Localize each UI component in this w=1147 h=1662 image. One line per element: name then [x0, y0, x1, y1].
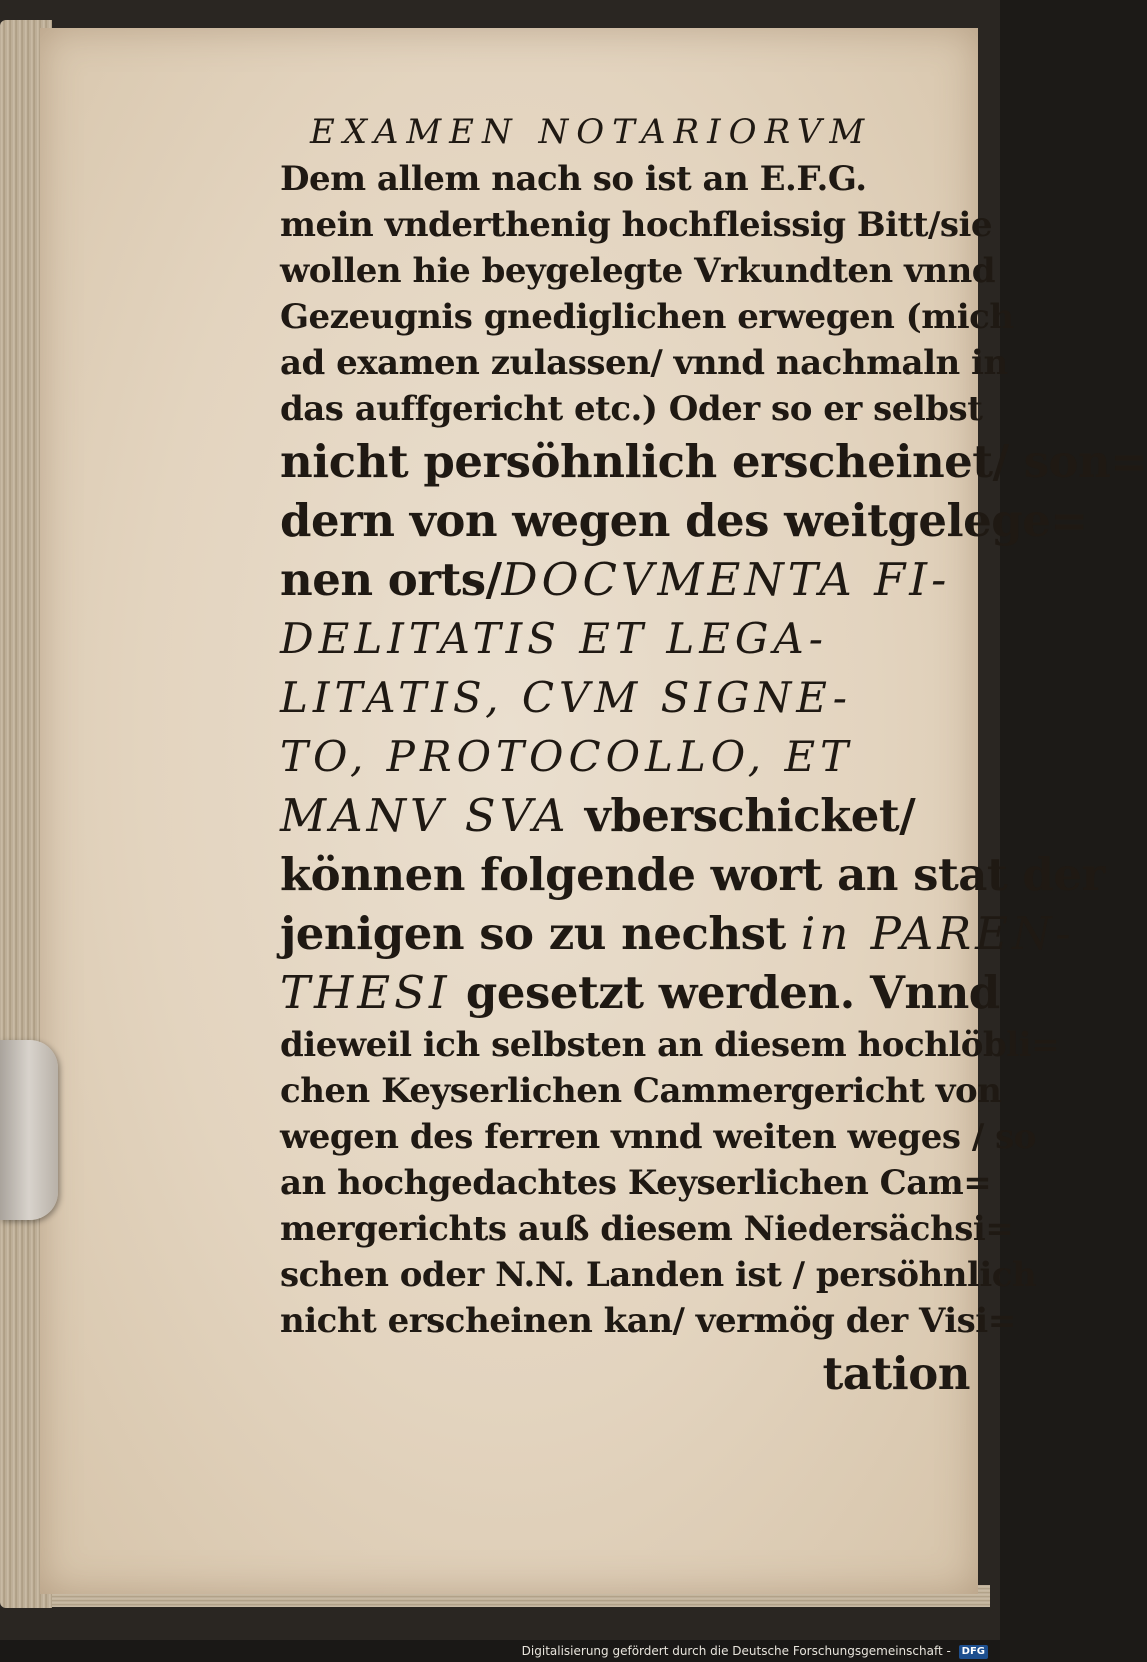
latin-phrase: DOCVMENTA FI- — [501, 553, 951, 606]
text-line — [280, 1298, 1016, 1344]
text-line — [280, 1160, 992, 1206]
text-run: nicht erscheinen kan/ vermög der Visi= — [280, 1301, 1016, 1341]
text-run: gesetzt werden. Vnnd — [450, 966, 1000, 1019]
text-run: nicht persöhnlich erscheinet/ son= — [280, 435, 1147, 488]
text-run: jenigen so zu nechst — [280, 907, 801, 960]
text-run: TO, PROTOCOLLO, ET — [280, 732, 854, 781]
latin-phrase: MANV SVA — [280, 789, 570, 842]
body-lines — [280, 156, 1147, 1344]
text-run: das auffgericht etc.) Oder so er selbst — [280, 389, 983, 429]
text-line — [280, 609, 970, 668]
text-run: mein vnderthenig hochfleissig Bitt/sie — [280, 205, 993, 245]
text-line — [280, 1114, 1036, 1160]
text-line — [280, 248, 996, 294]
dfg-logo-icon: DFG — [959, 1645, 988, 1659]
text-run: können folgende wort an stat der — [280, 848, 1105, 901]
text-line — [280, 668, 970, 727]
text-run: ad examen zulassen/ vnnd nachmaln in — [280, 343, 1008, 383]
text-line — [280, 432, 1147, 491]
text-run: nen orts/ — [280, 553, 502, 606]
text-run: Gezeugnis gnediglichen erwegen (mich — [280, 297, 1014, 337]
footer-credit-text: Digitalisierung gefördert durch die Deutsche Forschungsgemeinschaft - — [521, 1644, 951, 1658]
latin-phrase: in PAREN- — [800, 907, 1075, 960]
text-line — [280, 386, 983, 432]
text-run: mergerichts auß diesem Niedersächsi= — [280, 1209, 1014, 1249]
text-run: DELITATIS ET LEGA- — [280, 614, 828, 663]
bookmark-ribbon — [0, 1040, 58, 1220]
text-line — [280, 550, 970, 609]
text-line — [280, 1252, 1037, 1298]
text-run: wegen des ferren vnnd weiten weges / so — [280, 1117, 1036, 1157]
text-run: schen oder N.N. Landen ist / persöhnlich — [280, 1255, 1037, 1295]
text-line — [280, 1068, 1002, 1114]
text-line — [280, 727, 970, 786]
text-line — [280, 156, 970, 202]
text-line — [280, 340, 1008, 386]
text-run: Dem allem nach so ist an E.F.G. — [280, 159, 867, 199]
text-run: an hochgedachtes Keyserlichen Cam= — [280, 1163, 992, 1203]
latin-phrase: THESI — [280, 966, 451, 1019]
page-text — [280, 108, 1147, 1403]
text-line — [280, 963, 1000, 1022]
text-line — [280, 202, 993, 248]
text-line — [280, 904, 1075, 963]
running-head: EXAMEN NOTARIORVM — [310, 112, 873, 152]
text-run: vberschicket/ — [569, 789, 916, 842]
text-run: LITATIS, CVM SIGNE- — [280, 673, 852, 722]
text-line — [280, 294, 1014, 340]
footer-credit — [522, 1640, 988, 1662]
text-line — [280, 1206, 1014, 1252]
text-run: dern von wegen des weitgelege= — [280, 494, 1088, 547]
text-line — [280, 845, 1105, 904]
text-line — [280, 491, 1088, 550]
text-run: wollen hie beygelegte Vrkundten vnnd — [280, 251, 996, 291]
text-run: chen Keyserlichen Cammergericht von — [280, 1071, 1002, 1111]
catchword: tation — [822, 1347, 970, 1400]
text-run: dieweil ich selbsten an diesem hochlöbli= — [280, 1025, 1060, 1065]
text-line — [280, 786, 970, 845]
text-line — [280, 1022, 1060, 1068]
